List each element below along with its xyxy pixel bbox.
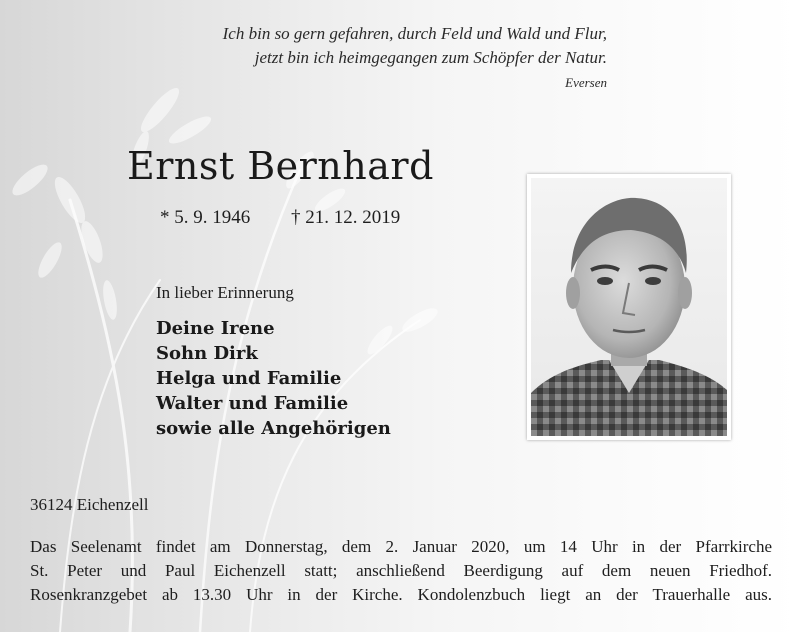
poem-quote — [0, 22, 607, 70]
death-date: † 21. 12. 2019 — [291, 207, 401, 228]
mourner-line: Sohn Dirk — [156, 343, 258, 364]
notice-line: St. Peter und Paul Eichenzell statt; anschließend Beerdigung auf dem neuen Friedhof. — [30, 561, 772, 580]
portrait-photo — [527, 174, 731, 440]
poem-line-2: jetzt bin ich heimgegangen zum Schöpfer der Natur. — [254, 48, 607, 67]
mourner-line: Deine Irene — [156, 318, 275, 339]
notice-line: Rosenkranzgebet ab 13.30 Uhr in der Kirche. Kondolenzbuch liegt an der Trauerhalle aus. — [30, 585, 772, 604]
funeral-notice — [30, 535, 772, 607]
mourner-line: Helga und Familie — [156, 368, 342, 389]
place-text: 36124 Eichenzell — [30, 495, 149, 514]
notice-line: Das Seelenamt findet am Donnerstag, dem 2. Januar 2020, um 14 Uhr in der Pfarrkirche — [30, 537, 772, 556]
portrait-image — [531, 178, 727, 436]
poem-author: Eversen — [565, 75, 607, 90]
mourner-line: Walter und Familie — [156, 393, 349, 414]
mourners-list — [156, 316, 391, 441]
deceased-name: Ernst Bernhard — [127, 144, 434, 188]
life-dates — [160, 207, 400, 229]
mourner-line: sowie alle Angehörigen — [156, 418, 391, 439]
memory-phrase: In lieber Erinnerung — [156, 283, 294, 302]
poem-line-1: Ich bin so gern gefahren, durch Feld und Wald und Flur, — [222, 24, 607, 43]
birth-date: * 5. 9. 1946 — [160, 207, 251, 228]
